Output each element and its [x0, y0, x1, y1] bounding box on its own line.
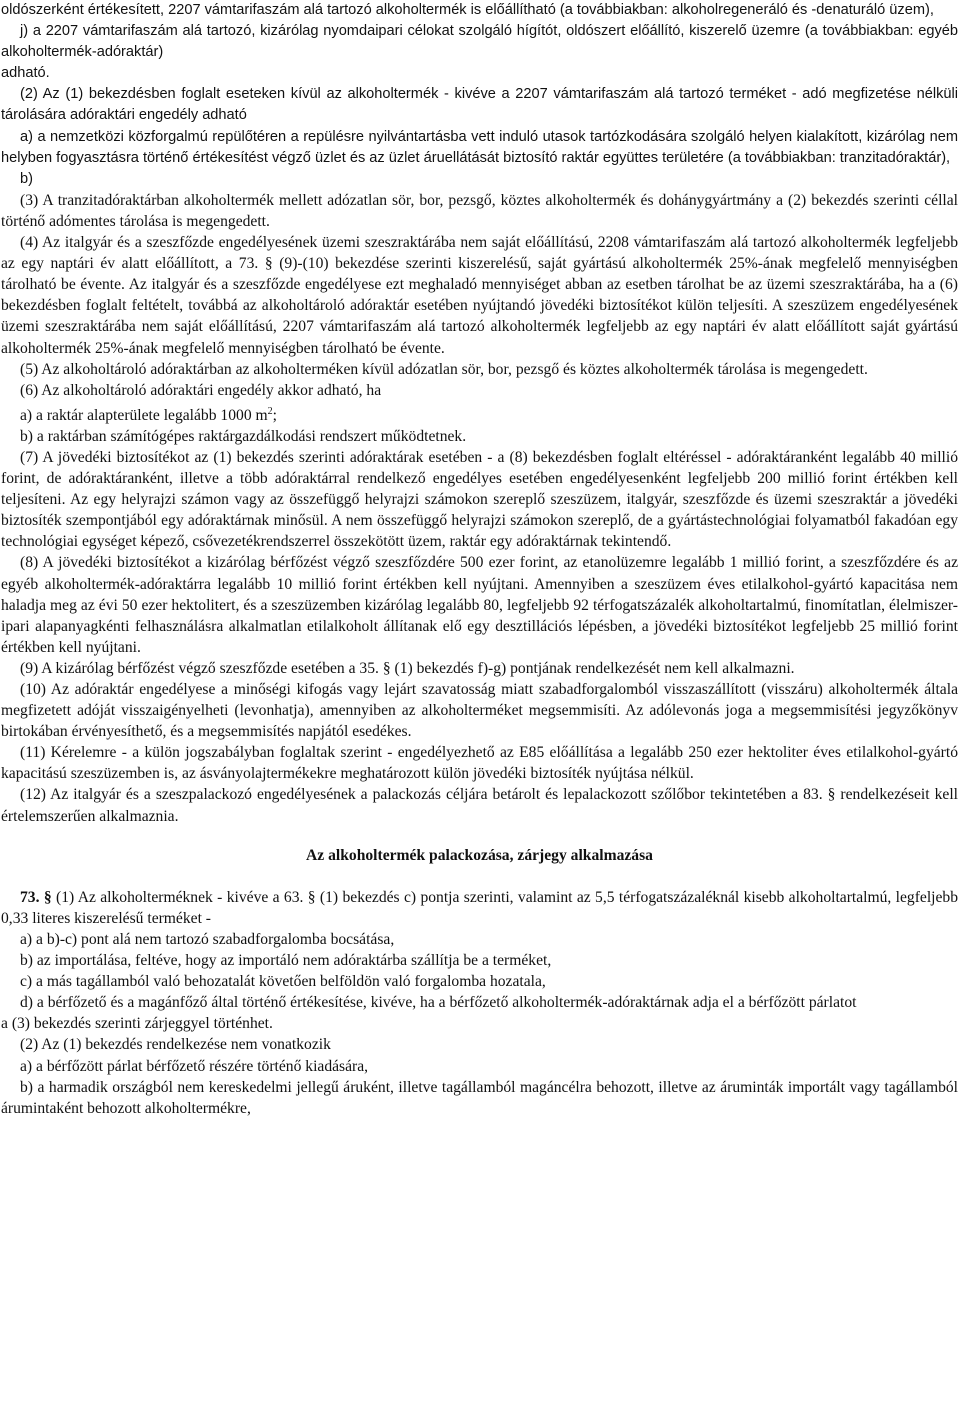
section-73-text: (1) Az alkoholterméknek - kivéve a 63. § (1) bekezdés c) pontja szerinti, valamint az 5,5 térfogatszázaléknál kisebb alkoholtartalmú, legfeljebb 0,33 literes kiszerelésű terméket - [1, 888, 959, 927]
section-73-paragraph-1 [1, 887, 958, 929]
paragraph-p4: (2) Az (1) bekezdésben foglalt eseteken kívül az alkoholtermék - kivéve a 2207 vámtarifaszám alá tartozó terméket - adó megfizetése nélküli tárolására adóraktári engedély adható [1, 86, 958, 124]
paragraph-p5: a) a nemzetközi közforgalmú repülőtéren a repülésre nyilvántartásba vett induló utasok tartózkodására szolgáló helyen kialakított, kizárólag nem helyben fogyasztásra történő értékesítést végző üzlet és az üzlet áruellátását biztosító raktár együttes területére (a továbbiakban: tranzitadóraktár), [1, 128, 958, 166]
paragraph-6a-tail: ; [272, 406, 277, 424]
paragraph-p16: (10) Az adóraktár engedélyese a minőségi kifogás vagy lejárt szavatosság miatt szabadforgalomból visszaszállított (visszáru) alkoholtermék általa megfizetett adóját visszaigényelheti (levonhatja), amennyiben az alkoholterméket megsemmisíti. Az adólevonás joga a megsemmisítési jegyzőkönyv birtokában érvényesíthető, és a megsemmisítés napjától esedékes. [1, 681, 958, 741]
paragraph-p13: (7) A jövedéki biztosítékot az (1) bekezdés szerinti adóraktárak esetében - a (8) bekezdésben foglalt eltéréssel - adóraktáranként legalább 40 millió forint, de adóraktáranként, illetve a több adóraktárral rendelkező engedélyes esetében engedélyesenként legfeljebb 200 millió forint értékben kell teljesíteni. Az egy helyrajzi számon vagy az összefüggő helyrajzi számokon szereplő szeszüzem, italgyár, szeszfőzde és üzemi szeszraktár a jövedéki biztosíték szempontjából egy adóraktárnak minősül. A nem összefüggő helyrajzi számokon szereplő, de a gyártástechnológiai folyamatból fakadóan egy technológiai egységet képező, csővezetékrendszerrel összekötött üzem, raktár egy adóraktárnak tekintendő. [1, 448, 958, 551]
paragraph-6a-text: a) a raktár alapterülete legalább 1000 m [20, 406, 268, 424]
paragraph-p20: a) a b)-c) pont alá nem tartozó szabadforgalomba bocsátása, [20, 930, 395, 948]
section-heading: Az alkoholtermék palackozása, zárjegy alkalmazása [306, 846, 653, 864]
paragraph-p3: adható. [1, 65, 50, 82]
paragraph-p6: b) [20, 170, 33, 187]
paragraph-group-article-72-cont [1, 426, 958, 827]
paragraph-p8: (4) Az italgyár és a szeszfőzde engedélyesének üzemi szeszraktárába nem saját előállítású, 2208 vámtarifaszám alá tartozó alkoholtermék legfeljebb az egy naptári év alatt előállított, a 73. § (9)-(10) bekezdése szerinti kiszerelésű, saját gyártású alkoholtermék 25%-ának megfelelő mennyiségben tárolható be évente. Az italgyár és a szeszfőzde engedélyese ezt meghaladó mennyiséget abban az esetben tárolhat be az üzemi szeszraktárába, ha a (6) bekezdésben foglalt feltételt, továbbá az alkoholtároló adóraktár esetében nyújtandó jövedéki biztosítékot külön teljesíti. A szeszüzem engedélyesének üzemi szeszraktárába nem saját előállítású, 2207 vámtarifaszám alá tartozó alkoholtermék legfeljebb az egy naptári év alatt előállított saját gyártású alkoholtermék 25%-ának megfelelő mennyiségben tárolható be évente. [1, 234, 958, 357]
paragraph-p12: b) a raktárban számítógépes raktárgazdálkodási rendszert működtetnek. [20, 427, 467, 445]
paragraph-p9: (5) Az alkoholtároló adóraktárban az alkoholterméken kívül adózatlan sör, bor, pezsgő és köztes alkoholtermék tárolása is megengedett. [20, 360, 868, 378]
paragraph-p25: (2) Az (1) bekezdés rendelkezése nem vonatkozik [20, 1036, 331, 1054]
paragraph-p14: (8) A jövedéki biztosítékot a kizárólag bérfőzést végző szeszfőzdére 500 ezer forint, az etanolüzemre legalább 1 millió forint, a szeszfőzdére és az egyéb alkoholtermék-adóraktárra legalább 10 millió forint értékben kell nyújtani. Amennyiben a szeszüzem éves etilalkohol-gyártó kapacitása nem haladja meg az évi 50 ezer hektolitert, és a szeszüzemben kizárólag legalább 80, legfeljebb 92 térfogatszázalék alkoholtartalmú, finomítatlan, élelmiszer-ipari alapanyagkénti felhasználásra alkalmatlan etilalkoholt állítanak elő egy desztillációs lépésben, a jövedéki biztosítékot legfeljebb 25 millió forint értékben kell nyújtani. [1, 554, 958, 656]
paragraph-group-article-73 [1, 929, 958, 1119]
paragraph-p27: b) a harmadik országból nem kereskedelmi jellegű áruként, illetve tagállamból magáncélra behozott, illetve az áruminták importált vagy tagállamból árumintaként behozott alkoholtermékre, [1, 1078, 958, 1117]
paragraph-p21: b) az importálása, feltéve, hogy az importáló nem adóraktárba szállítja be a terméket, [20, 952, 552, 970]
paragraph-p10: (6) Az alkoholtároló adóraktári engedély akkor adható, ha [20, 381, 382, 399]
paragraph-p7: (3) A tranzitadóraktárban alkoholtermék mellett adózatlan sör, bor, pezsgő, köztes alkoholtermék és dohánygyártmány a (2) bekezdés szerinti céllal történő adómentes tárolása is megengedett. [1, 191, 958, 230]
superscript-2: 2 [267, 405, 273, 417]
paragraph-group-article-72 [1, 0, 958, 401]
paragraph-p2: j) a 2207 vámtarifaszám alá tartozó, kizárólag nyomdaipari célokat szolgáló hígítót, oldószert előállító, kiszerelő üzemre (a továbbiakban: egyéb alkoholtermék-adóraktár) [1, 23, 958, 61]
paragraph-p22: c) a más tagállamból való behozatalát követően belföldön való forgalomba hozatala, [20, 973, 546, 991]
paragraph-6a [1, 405, 958, 426]
paragraph-p18: (12) Az italgyár és a szeszpalackozó engedélyesének a palackozás céljára betárolt és lepalackozott szőlőbor tekintetében a 83. § rendelkezéseit kell értelemszerűen alkalmaznia. [1, 786, 958, 825]
paragraph-p24: a (3) bekezdés szerinti zárjeggyel történhet. [1, 1015, 273, 1033]
paragraph-p15: (9) A kizárólag bérfőzést végző szeszfőzde esetében a 35. § (1) bekezdés f)-g) pontjának rendelkezését nem kell alkalmazni. [20, 659, 795, 677]
paragraph-p1: oldószerként értékesített, 2207 vámtarifaszám alá tartozó alkoholtermék is előállítható (a továbbiakban: alkoholregeneráló és -denaturáló üzem), [1, 2, 934, 18]
section-number: 73. § [20, 888, 52, 906]
paragraph-p23: d) a bérfőzető és a magánfőző által történő értékesítése, kivéve, ha a bérfőzető alkoholtermék-adóraktárnak adja el a bérfőzött párlatot [20, 994, 857, 1012]
paragraph-p26: a) a bérfőzött párlat bérfőzető részére történő kiadására, [20, 1057, 369, 1075]
paragraph-p17: (11) Kérelemre - a külön jogszabályban foglaltak szerint - engedélyezhető az E85 előállítása a legalább 250 ezer hektoliter éves etilalkohol-gyártó kapacitású szeszüzemben is, az ásványolajtermékekre meghatározott külön jövedéki biztosíték nyújtása nélkül. [1, 744, 958, 783]
